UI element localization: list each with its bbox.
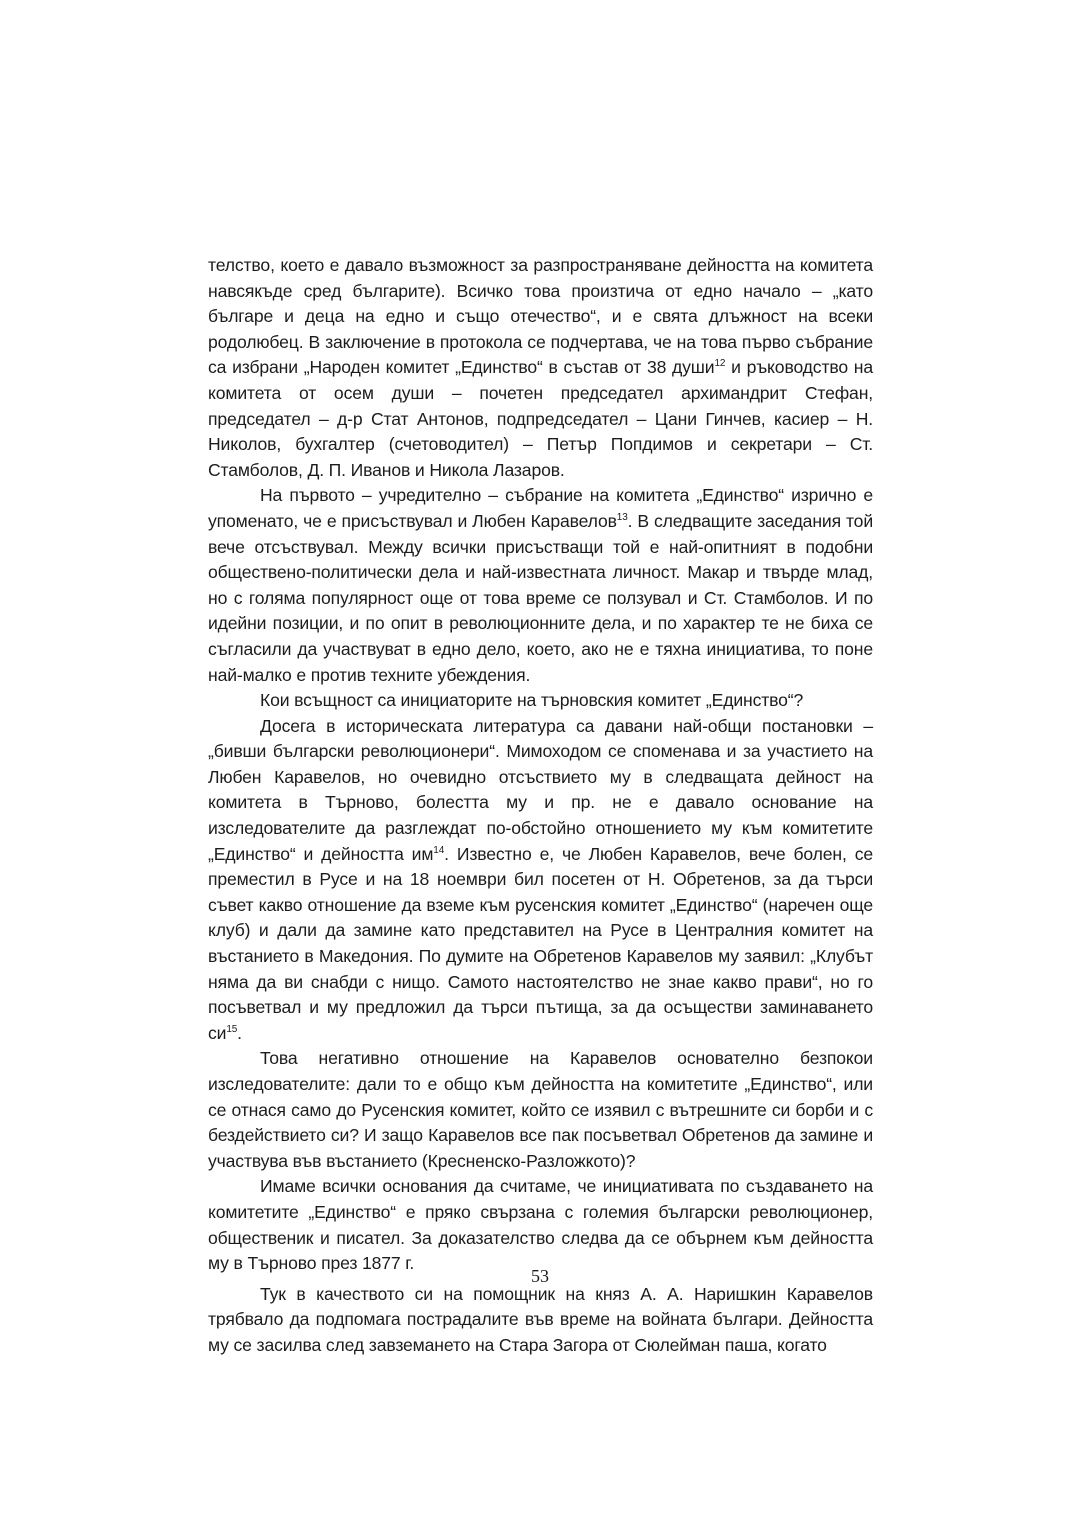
text-run: На първото – учредително – събрание на комитета „Единство“ изрично е упоменато, че е присъствувал и Любен Каравелов [208,485,873,531]
paragraph-7 [208,1282,873,1359]
text-run: . В следващите заседания той вече отсъствувал. Между всички присъстващи той е най-опитният в подобни обществено-политически дела и най-известната личност. Макар и твърде млад, но с голяма популярност още от това време се ползувал и Ст. Стамболов. И по идейни позиции, и по опит в революционните дела, и по характер те не биха се съгласили да участвуват в едно дело, което, ако не е тяхна инициатива, то поне най-малко е против техните убеждения. [208,510,873,685]
paragraph-1 [208,253,873,483]
paragraph-4 [208,714,873,1047]
text-run: Това негативно отношение на Каравелов основателно безпокои изследователите: дали то е общо към дейността на комитетите „Единство“, или се отнася само до Русенския комитет, който се изявил с вътрешните си борби и с бездействието си? И защо Каравелов все пак посъветвал Обретенов да замине и участвува във въстанието (Кресненско-Разложкото)? [208,1048,873,1171]
text-run: Досега в историческата литература са давани най-общи постановки – „бивши български революционери“. Мимоходом се споменава и за участието на Любен Каравелов, но очевидно отсъствието му в следващата дейност на комитета в Търново, болестта му и пр. не е давало основание на изследователите да разглеждат по-обстойно отношението му към комитетите „Единство“ и дейността им [208,715,873,864]
text-run: и ръководство на комитета от осем души – почетен председател архимандрит Стефан, председател – д-р Стат Антонов, подпредседател – Цани Гинчев, касиер – Н. Николов, бухгалтер (счетоводител) – Петър Попдимов и секретари – Ст. Стамболов, Д. П. Иванов и Никола Лазаров. [208,357,874,480]
paragraph-5 [208,1046,873,1174]
paragraph-6 [208,1174,873,1276]
text-run: . [237,1022,242,1043]
footnote-ref-15: 15 [226,1023,238,1035]
text-run: Кои всъщност са инициаторите на търновския комитет „Единство“? [260,690,804,711]
text-run: телство, което е давало възможност за разпространяване дейността на комитета навсякъде сред българите). Всичко това произтича от едно начало – „като българе и деца на едно и също отечество“, и е свята длъжност на всеки родолюбец. В заключение в протокола се подчертава, че на това първо събрание са избрани „Народен комитет „Единство“ в състав от 38 души [208,255,873,378]
paragraph-3 [208,688,873,714]
body-text [208,253,873,1359]
page-number: 53 [531,1266,549,1286]
footnote-ref-14: 14 [433,844,445,856]
footnote-ref-13: 13 [616,511,628,523]
text-run: Имаме всички основания да считаме, че инициативата по създаването на комитетите „Единство“ е пряко свързана с големия български революционер, общественик и писател. За доказателство следва да се обърнем към дейността му в Търново през 1877 г. [208,1176,873,1274]
text-run: Тук в качеството си на помощник на княз А. А. Наришкин Каравелов трябвало да подпомага пострадалите във време на войната българи. Дейността му се засилва след завземането на Стара Загора от Сюлейман паша, когато [208,1283,873,1355]
footnote-ref-12: 12 [714,358,726,370]
text-run: . Известно е, че Любен Каравелов, вече болен, се преместил в Русе и на 18 ноември бил посетен от Н. Обретенов, за да търси съвет какво отношение да вземе към русенския комитет „Единство“ (наречен още клуб) и дали да замине като представител на Русе в Централния комитет на въстанието в Македония. По думите на Обретенов Каравелов му заявил: „Клубът няма да ви снабди с нищо. Самото настоятелство не знае какво прави“, но го посъветвал и му предложил да търси пътища, за да осъществи заминаването си [208,843,873,1043]
paragraph-2 [208,483,873,688]
